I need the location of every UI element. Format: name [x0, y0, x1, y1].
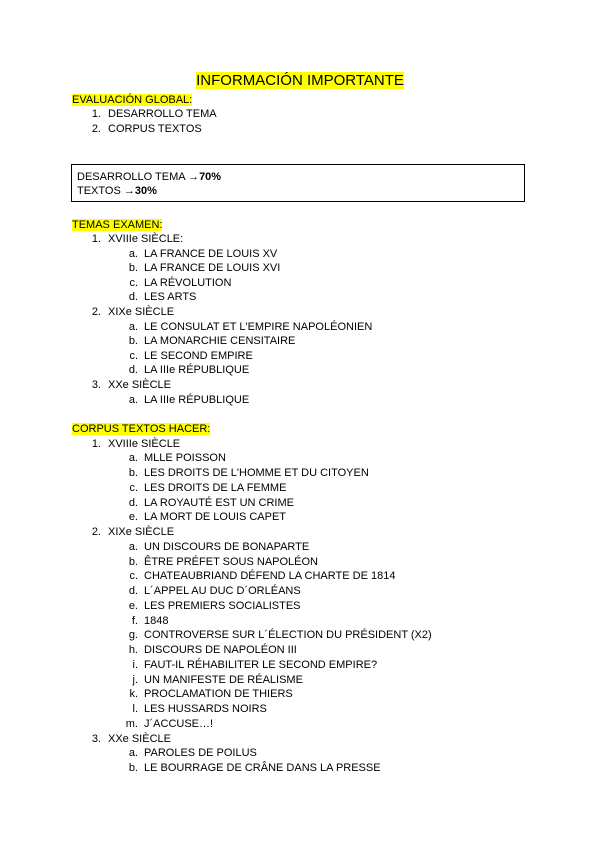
list-marker: k. — [129, 688, 138, 701]
list-item-text: UN MANIFESTE DE RÉALISME — [144, 673, 303, 686]
list-item-text: LA FRANCE DE LOUIS XV — [144, 247, 278, 260]
evaluacion-heading: EVALUACIÓN GLOBAL: — [72, 94, 193, 106]
list-item-text: 1848 — [144, 614, 169, 627]
list-marker: a. — [128, 747, 138, 760]
list-item-text: LA FRANCE DE LOUIS XVI — [144, 262, 281, 275]
list-marker: a. — [128, 320, 138, 333]
list-marker: g. — [128, 629, 138, 642]
temas-heading: TEMAS EXAMEN: — [72, 219, 163, 231]
list-marker: d. — [128, 291, 138, 304]
list-item-text: MLLE POISSON — [144, 452, 226, 465]
list-item-text: CORPUS TEXTOS — [108, 122, 202, 135]
list-marker: c. — [129, 481, 138, 494]
list-marker: d. — [128, 496, 138, 509]
list-item-text: DISCOURS DE NAPOLÉON III — [144, 644, 297, 656]
list-marker: m. — [125, 717, 138, 730]
list-item-text: XIXe SIÈCLE — [108, 526, 175, 538]
list-marker: b. — [128, 335, 138, 348]
corpus-heading: CORPUS TEXTOS HACER: — [72, 423, 211, 435]
list-marker: 1. — [91, 233, 101, 245]
list-item-text: LES PREMIERS SOCIALISTES — [144, 599, 301, 612]
list-marker: 1. — [91, 108, 101, 120]
list-marker: b. — [128, 467, 138, 479]
list-item-text: XIXe SIÈCLE — [108, 306, 175, 318]
list-marker: 2. — [91, 306, 101, 318]
list-marker: a. — [128, 247, 138, 260]
list-marker: a. — [128, 452, 138, 465]
list-marker: b. — [128, 555, 138, 568]
list-marker: j. — [132, 673, 138, 686]
list-item-text: LA RÉVOLUTION — [144, 276, 232, 289]
weighting-box — [71, 164, 525, 202]
list-item-text: LES DROITS DE L'HOMME ET DU CITOYEN — [144, 467, 369, 479]
list-item-text: LA MONARCHIE CENSITAIRE — [144, 335, 296, 348]
list-item-text: PROCLAMATION DE THIERS — [144, 688, 293, 701]
list-marker: e. — [128, 599, 138, 612]
list-item-text: LA ROYAUTÉ EST UN CRIME — [144, 496, 294, 509]
list-marker: b. — [128, 262, 138, 275]
list-item-text: L´APPEL AU DUC D´ORLÉANS — [144, 585, 301, 597]
list-marker: i. — [132, 658, 138, 671]
list-marker: 2. — [91, 526, 101, 538]
weighting-line-textos: TEXTOS →30% — [77, 185, 157, 197]
list-marker: h. — [128, 644, 138, 656]
list-item-text: LA MORT DE LOUIS CAPET — [144, 511, 287, 524]
list-item-text: LE CONSULAT ET L'EMPIRE NAPOLÉONIEN — [144, 320, 373, 333]
list-item-text: ÊTRE PRÉFET SOUS NAPOLÉON — [144, 555, 319, 568]
list-item-text: XXe SIÈCLE — [108, 379, 171, 391]
list-item-text: XVIIIe SIÈCLE — [108, 437, 181, 450]
list-item-text: LA IIIe RÉPUBLIQUE — [144, 364, 250, 377]
list-marker: 3. — [91, 379, 101, 391]
list-marker: c. — [129, 349, 138, 362]
list-item-text: LA IIIe RÉPUBLIQUE — [144, 393, 250, 406]
list-item-text: XVIIIe SIÈCLE: — [108, 233, 184, 245]
list-marker: l. — [132, 703, 138, 715]
list-item-text: LE SECOND EMPIRE — [144, 349, 253, 362]
list-marker: a. — [128, 540, 138, 553]
list-marker: f. — [131, 614, 138, 627]
list-item-text: LES DROITS DE LA FEMME — [144, 481, 287, 494]
weighting-line-tema: DESARROLLO TEMA →70% — [77, 171, 222, 183]
list-marker: c. — [129, 276, 138, 289]
list-item-text: FAUT-IL RÉHABILITER LE SECOND EMPIRE? — [144, 658, 378, 671]
page-title: INFORMACIÓN IMPORTANTE — [196, 72, 404, 89]
list-item-text: J´ACCUSE…! — [144, 717, 214, 730]
list-item-text: CONTROVERSE SUR L´ÉLECTION DU PRÉSIDENT (X2) — [144, 629, 432, 642]
list-item-text: DESARROLLO TEMA — [108, 108, 217, 120]
list-item-text: LES ARTS — [144, 291, 197, 304]
list-marker: b. — [128, 762, 138, 774]
list-item-text: PAROLES DE POILUS — [144, 747, 257, 760]
list-item-text: XXe SIÈCLE — [108, 732, 171, 745]
list-item-text: LE BOURRAGE DE CRÂNE DANS LA PRESSE — [144, 762, 381, 774]
list-marker: 2. — [91, 122, 101, 135]
list-marker: c. — [129, 570, 138, 583]
list-marker: a. — [128, 393, 138, 406]
list-marker: 3. — [91, 732, 101, 745]
list-marker: d. — [128, 364, 138, 377]
list-marker: e. — [128, 511, 138, 524]
list-marker: d. — [128, 585, 138, 597]
list-item-text: LES HUSSARDS NOIRS — [144, 703, 267, 715]
list-marker: 1. — [91, 437, 101, 450]
list-item-text: UN DISCOURS DE BONAPARTE — [144, 540, 310, 553]
list-item-text: CHATEAUBRIAND DÉFEND LA CHARTE DE 1814 — [144, 570, 396, 583]
